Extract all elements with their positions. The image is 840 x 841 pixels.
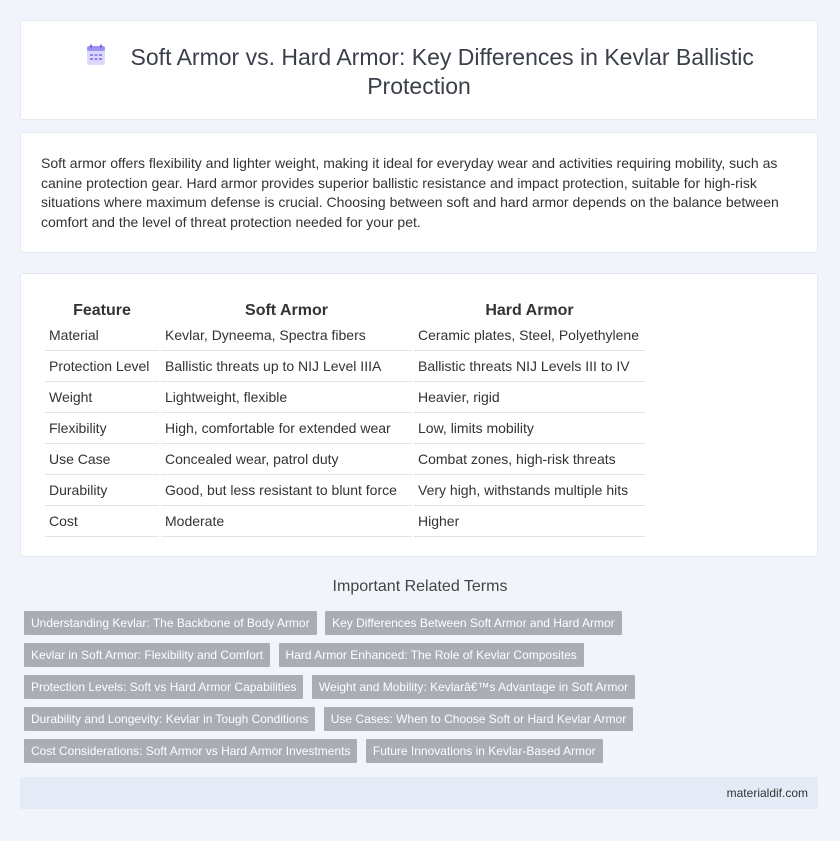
- table-row: [45, 444, 645, 475]
- related-term-tag[interactable]: Future Innovations in Kevlar-Based Armor: [366, 739, 603, 763]
- related-term-tag[interactable]: Weight and Mobility: Kevlarâ€™s Advantage in Soft Armor: [312, 675, 635, 699]
- header-card: [20, 20, 818, 120]
- tag-row: [24, 675, 824, 707]
- related-term-tag[interactable]: Cost Considerations: Soft Armor vs Hard Armor Investments: [24, 739, 357, 763]
- intro-card: [20, 132, 818, 253]
- row-hard-cell: Combat zones, high-risk threats: [414, 444, 645, 475]
- row-feature-cell: Protection Level: [45, 351, 159, 382]
- row-hard-cell: Ballistic threats NIJ Levels III to IV: [414, 351, 645, 382]
- row-soft-cell: High, comfortable for extended wear: [161, 413, 412, 444]
- intro-paragraph: Soft armor offers flexibility and lighter weight, making it ideal for everyday wear and activities requiring mobility, such as canine protection gear. Hard armor provides superior ballistic resistance and impact protection, suitable for high-risk situations where maximum defense is crucial. Choosing between soft and hard armor depends on the balance between comfort and the level of threat protection needed for your pet.: [41, 155, 779, 230]
- page-title: Soft Armor vs. Hard Armor: Key Differences in Kevlar Ballistic Protection: [130, 44, 754, 99]
- table-row: [45, 413, 645, 444]
- related-term-tag[interactable]: Use Cases: When to Choose Soft or Hard Kevlar Armor: [324, 707, 633, 731]
- row-soft-cell: Kevlar, Dyneema, Spectra fibers: [161, 320, 412, 351]
- table-row: [45, 382, 645, 413]
- row-feature-cell: Durability: [45, 475, 159, 506]
- tag-row: [24, 707, 824, 739]
- related-term-tag[interactable]: Understanding Kevlar: The Backbone of Body Armor: [24, 611, 317, 635]
- row-hard-cell: Very high, withstands multiple hits: [414, 475, 645, 506]
- row-hard-cell: Heavier, rigid: [414, 382, 645, 413]
- footer-site-name: materialdif.com: [726, 786, 808, 800]
- related-term-tag[interactable]: Hard Armor Enhanced: The Role of Kevlar Composites: [279, 643, 584, 667]
- tag-row: [24, 739, 824, 771]
- table-row: [45, 320, 645, 351]
- row-soft-cell: Ballistic threats up to NIJ Level IIIA: [161, 351, 412, 382]
- row-soft-cell: Moderate: [161, 506, 412, 537]
- header-hard-armor: Hard Armor: [485, 302, 574, 319]
- table-row: [45, 475, 645, 506]
- related-term-tag[interactable]: Protection Levels: Soft vs Hard Armor Capabilities: [24, 675, 303, 699]
- related-term-tag[interactable]: Kevlar in Soft Armor: Flexibility and Comfort: [24, 643, 270, 667]
- title-wrap: [21, 43, 817, 101]
- document-list-icon: [84, 43, 108, 67]
- row-feature-cell: Use Case: [45, 444, 159, 475]
- row-hard-cell: Low, limits mobility: [414, 413, 645, 444]
- row-feature-cell: Weight: [45, 382, 159, 413]
- row-soft-cell: Lightweight, flexible: [161, 382, 412, 413]
- tag-row: [24, 643, 824, 675]
- table-row: [45, 351, 645, 382]
- comparison-table-card: [20, 273, 818, 557]
- row-hard-cell: Ceramic plates, Steel, Polyethylene: [414, 320, 645, 351]
- row-feature-cell: Flexibility: [45, 413, 159, 444]
- row-soft-cell: Concealed wear, patrol duty: [161, 444, 412, 475]
- row-hard-cell: Higher: [414, 506, 645, 537]
- row-feature-cell: Material: [45, 320, 159, 351]
- comparison-table: [43, 294, 647, 537]
- related-terms-tags: [24, 611, 824, 771]
- table-row: [45, 506, 645, 537]
- header-feature: Feature: [73, 302, 131, 319]
- row-soft-cell: Good, but less resistant to blunt force: [161, 475, 412, 506]
- related-term-tag[interactable]: Key Differences Between Soft Armor and Hard Armor: [325, 611, 622, 635]
- related-term-tag[interactable]: Durability and Longevity: Kevlar in Tough Conditions: [24, 707, 315, 731]
- related-terms-heading: Important Related Terms: [332, 578, 508, 595]
- footer: [20, 777, 818, 809]
- tag-row: [24, 611, 824, 643]
- row-feature-cell: Cost: [45, 506, 159, 537]
- header-soft-armor: Soft Armor: [245, 302, 328, 319]
- table-header-row: [45, 294, 645, 320]
